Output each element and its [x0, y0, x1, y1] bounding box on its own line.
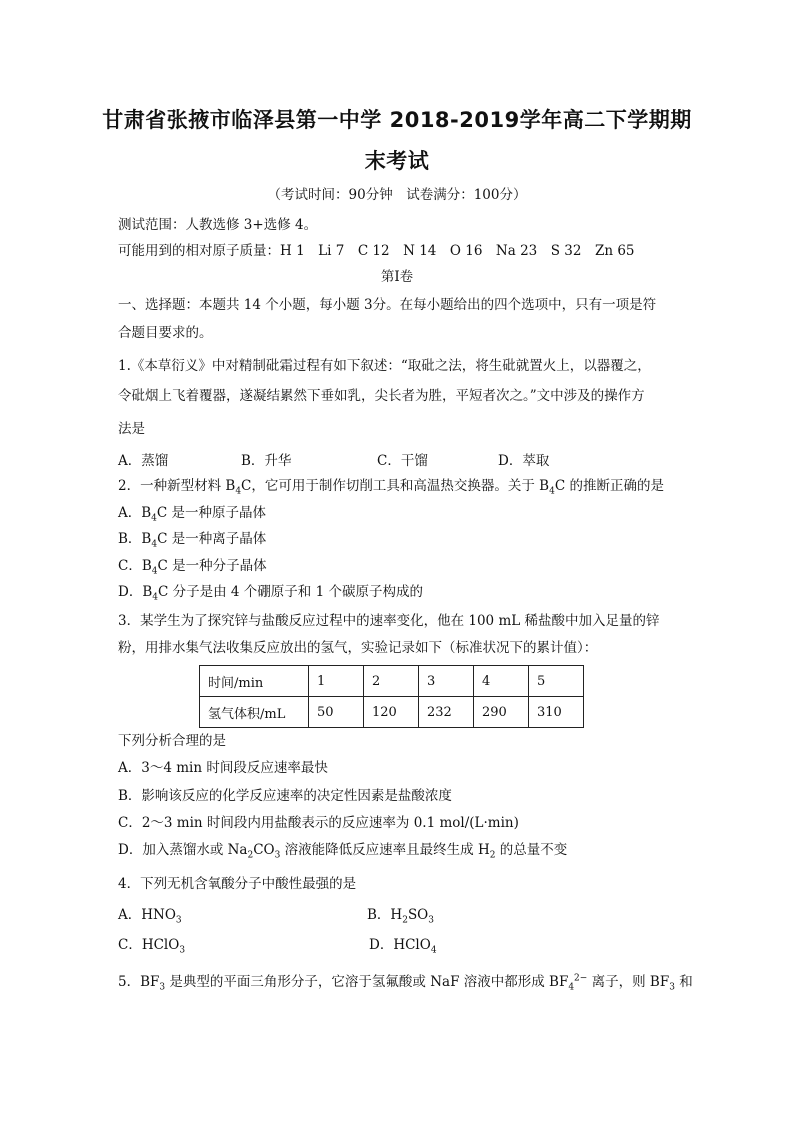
table-cell: 4: [474, 666, 529, 697]
q3-option-b: B．影响该反应的化学反应速率的决定性因素是盐酸浓度: [118, 788, 452, 804]
q3-question: 下列分析合理的是: [118, 733, 226, 749]
table-cell: 氢气体积/mL: [200, 697, 309, 728]
table-cell: 120: [364, 697, 419, 728]
exam-title-line2: 末考试: [364, 149, 430, 173]
q3-option-a: A．3～4 min 时间段反应速率最快: [118, 760, 328, 776]
q2-option-c: C．$B_4C$ 是一种分子晶体: [118, 558, 267, 577]
exam-info: （考试时间：90分钟 试卷满分：100分）: [267, 187, 527, 203]
q2-option-b: B．$B_4C$ 是一种离子晶体: [118, 531, 267, 550]
table-cell: 3: [419, 666, 474, 697]
q2-option-a: A．$B_4C$ 是一种原子晶体: [118, 505, 267, 524]
table-cell: 290: [474, 697, 529, 728]
q4-stem: 4．下列无机含氧酸分子中酸性最强的是: [118, 876, 357, 892]
table-cell: 时间/min: [200, 666, 309, 697]
table-cell: 50: [309, 697, 364, 728]
q5-stem: 5．$BF_3$ 是典型的平面三角形分子，它溶于氢氟酸或 NaF 溶液中都形成 $BF_4^{2-}$ 离子，则 $BF_3$ 和: [118, 973, 693, 993]
table-cell: 310: [529, 697, 584, 728]
exam-title-line1: 甘肃省张掖市临泽县第一中学 2018-2019学年高二下学期期: [102, 108, 692, 132]
q3-option-d: D．加入蒸馏水或 $Na_2CO_3$ 溶液能降低反应速率且最终生成 $H_2$ 的总量不变: [118, 842, 568, 861]
q2-option-d: D．$B_4C$ 分子是由 4 个硼原子和 1 个碳原子构成的: [118, 584, 423, 603]
q4-option-a: A．$HNO_3$: [118, 907, 182, 926]
atomic-masses: 可能用到的相对原子质量：H 1 Li 7 C 12 N 14 O 16 Na 23 S 32 Zn 65: [118, 243, 635, 259]
table-row: [200, 666, 584, 697]
table-cell: 1: [309, 666, 364, 697]
test-scope: 测试范围：人教选修 3+选修 4。: [118, 217, 318, 233]
q1-option-a: A．蒸馏: [118, 453, 169, 469]
q1-option-d: D．萃取: [498, 453, 550, 469]
q2-stem: 2．一种新型材料 $B_4C$，它可用于制作切削工具和高温热交换器。关于 $B_4C$ 的推断正确的是: [118, 478, 664, 497]
table-row: [200, 697, 584, 728]
q4-option-d: D．HClO$_4$: [369, 937, 437, 956]
q4-option-b: B．$H_2SO_3$: [367, 907, 434, 926]
q1-option-c: C．干馏: [377, 453, 428, 469]
hydrogen-volume-table: [199, 665, 584, 728]
q3-stem-line2: 粉，用排水集气法收集反应放出的氢气，实验记录如下（标准状况下的累计值）：: [118, 640, 598, 656]
section-instructions-2: 合题目要求的。: [118, 325, 213, 341]
q1-stem-line2: 令砒烟上飞着覆器，遂凝结累然下垂如乳，尖长者为胜，平短者次之。”文中涉及的操作方: [118, 388, 645, 404]
volume-label: 第Ⅰ卷: [380, 269, 414, 285]
section-instructions-1: 一、选择题：本题共 14 个小题，每小题 3分。在每小题给出的四个选项中，只有一项是符: [118, 297, 657, 313]
q1-stem-line1: 1.《本草衍义》中对精制砒霜过程有如下叙述：“取砒之法，将生砒就置火上，以器覆之，: [118, 358, 651, 374]
q1-option-b: B．升华: [241, 453, 292, 469]
q1-stem-line3: 法是: [118, 421, 145, 437]
q3-stem-line1: 3．某学生为了探究锌与盐酸反应过程中的速率变化，他在 100 mL 稀盐酸中加入足量的锌: [118, 613, 660, 629]
q4-option-c: C．HClO$_3$: [118, 937, 186, 956]
q3-option-c: C．2～3 min 时间段内用盐酸表示的反应速率为 0.1 mol/(L·min): [118, 815, 519, 831]
table-cell: 2: [364, 666, 419, 697]
table-cell: 5: [529, 666, 584, 697]
table-cell: 232: [419, 697, 474, 728]
